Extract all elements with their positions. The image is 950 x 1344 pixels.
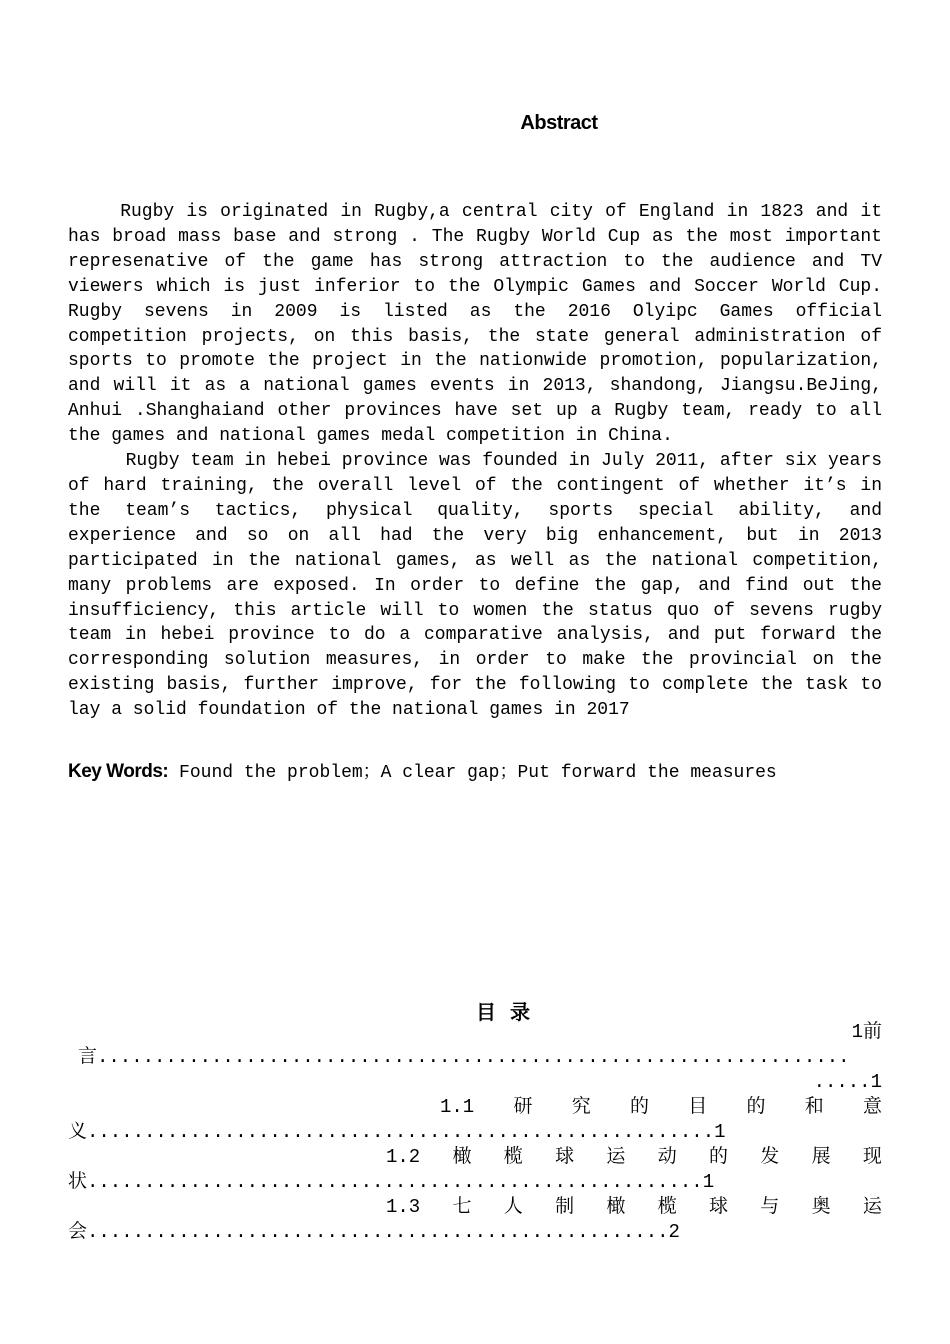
toc-1-1-char: 和 bbox=[804, 1096, 824, 1118]
toc-1-3-char: 奥 bbox=[811, 1196, 831, 1218]
toc-1-3-char: 橄 bbox=[606, 1196, 626, 1218]
toc-1-3-char: 榄 bbox=[657, 1196, 677, 1218]
toc-entry-1-2-number: 1.2 bbox=[386, 1146, 421, 1168]
keywords-label: Key Words: bbox=[68, 761, 169, 782]
toc-line-preface-page: .....1 bbox=[813, 1071, 882, 1093]
toc-1-2-char: 展 bbox=[811, 1146, 831, 1168]
abstract-paragraph-1: Rugby is originated in Rugby,a central city of England in 1823 and it has broad mass base and strong . The Rugby World Cup as the most important represenative of the game has strong attraction to the audience and TV viewers which is just inferior to the Olympic Games and Soccer World Cup. Rugby sevens in 2009 is listed as the 2016 Olyipc Games official competition projects, on this basis, the state general administration of sports to promote the project in the nationwide promotion, popularization, and will it as a national games events in 2013, shandong, Jiangsu.BeJing, Anhui .Shanghaiand other provinces have set up a Rugby team, ready to all the games and national games medal competition in China. bbox=[68, 202, 882, 447]
toc-1-3-char: 七 bbox=[452, 1196, 472, 1218]
toc-1-1-char: 意 bbox=[862, 1096, 882, 1118]
toc-1-3-char: 球 bbox=[708, 1196, 728, 1218]
toc-1-1-char: 目 bbox=[688, 1096, 708, 1118]
toc-entry-1-1-leader: 义.......................................................1 bbox=[68, 1121, 726, 1143]
toc-1-2-char: 橄 bbox=[452, 1146, 472, 1168]
toc-entry-1-1 bbox=[68, 1095, 882, 1120]
toc-1-2-char: 的 bbox=[708, 1146, 728, 1168]
toc-heading: 目录 bbox=[476, 1000, 544, 1024]
abstract-paragraph-2: Rugby team in hebei province was founded in July 2011, after six years of hard training, the overall level of the contingent of whether it’s in the team’s tactics, physical quality, sports special ability, and experience and so on all had the very big enhancement, but in 2013 participated in the national games, as well as the national competition, many problems are exposed. In order to define the gap, and find out the insufficiency, this article will to women the status quo of sevens rugby team in hebei province to do a comparative analysis, and put forward the corresponding solution measures, in order to make the provincial on the existing basis, further improve, for the following to complete the task to lay a solid foundation of the national games in 2017 bbox=[68, 451, 882, 721]
abstract-body bbox=[68, 200, 882, 723]
toc-line-preface-leader: 言.................................................................. bbox=[78, 1046, 850, 1068]
toc-entry-1-3-leader: 会...................................................2 bbox=[68, 1221, 680, 1243]
toc-1-2-char: 球 bbox=[555, 1146, 575, 1168]
toc-1-1-char: 的 bbox=[746, 1096, 766, 1118]
toc-1-3-char: 与 bbox=[760, 1196, 780, 1218]
toc-1-2-char: 发 bbox=[760, 1146, 780, 1168]
table-of-contents bbox=[68, 1020, 882, 1245]
toc-entry-1-2 bbox=[68, 1145, 882, 1170]
toc-1-2-char: 运 bbox=[606, 1146, 626, 1168]
toc-1-2-char: 榄 bbox=[503, 1146, 523, 1168]
toc-1-1-char: 究 bbox=[571, 1096, 591, 1118]
toc-1-1-char: 的 bbox=[629, 1096, 649, 1118]
toc-entry-1-3-number: 1.3 bbox=[386, 1196, 421, 1218]
toc-1-3-char: 人 bbox=[503, 1196, 523, 1218]
keywords-text: Found the problem；A clear gap；Put forward the measures bbox=[168, 763, 777, 783]
toc-1-1-char: 研 bbox=[513, 1096, 533, 1118]
toc-1-3-char: 制 bbox=[555, 1196, 575, 1218]
toc-1-2-char: 动 bbox=[657, 1146, 677, 1168]
keywords-line bbox=[68, 760, 882, 785]
abstract-heading: Abstract bbox=[520, 112, 598, 134]
toc-1-3-char: 运 bbox=[862, 1196, 882, 1218]
toc-entry-1-2-leader: 状......................................................1 bbox=[68, 1171, 715, 1193]
toc-1-2-char: 现 bbox=[862, 1146, 882, 1168]
toc-entry-1-3 bbox=[68, 1195, 882, 1220]
toc-line-preface-number: 1前 bbox=[851, 1021, 882, 1043]
toc-entry-1-1-number: 1.1 bbox=[440, 1096, 475, 1118]
